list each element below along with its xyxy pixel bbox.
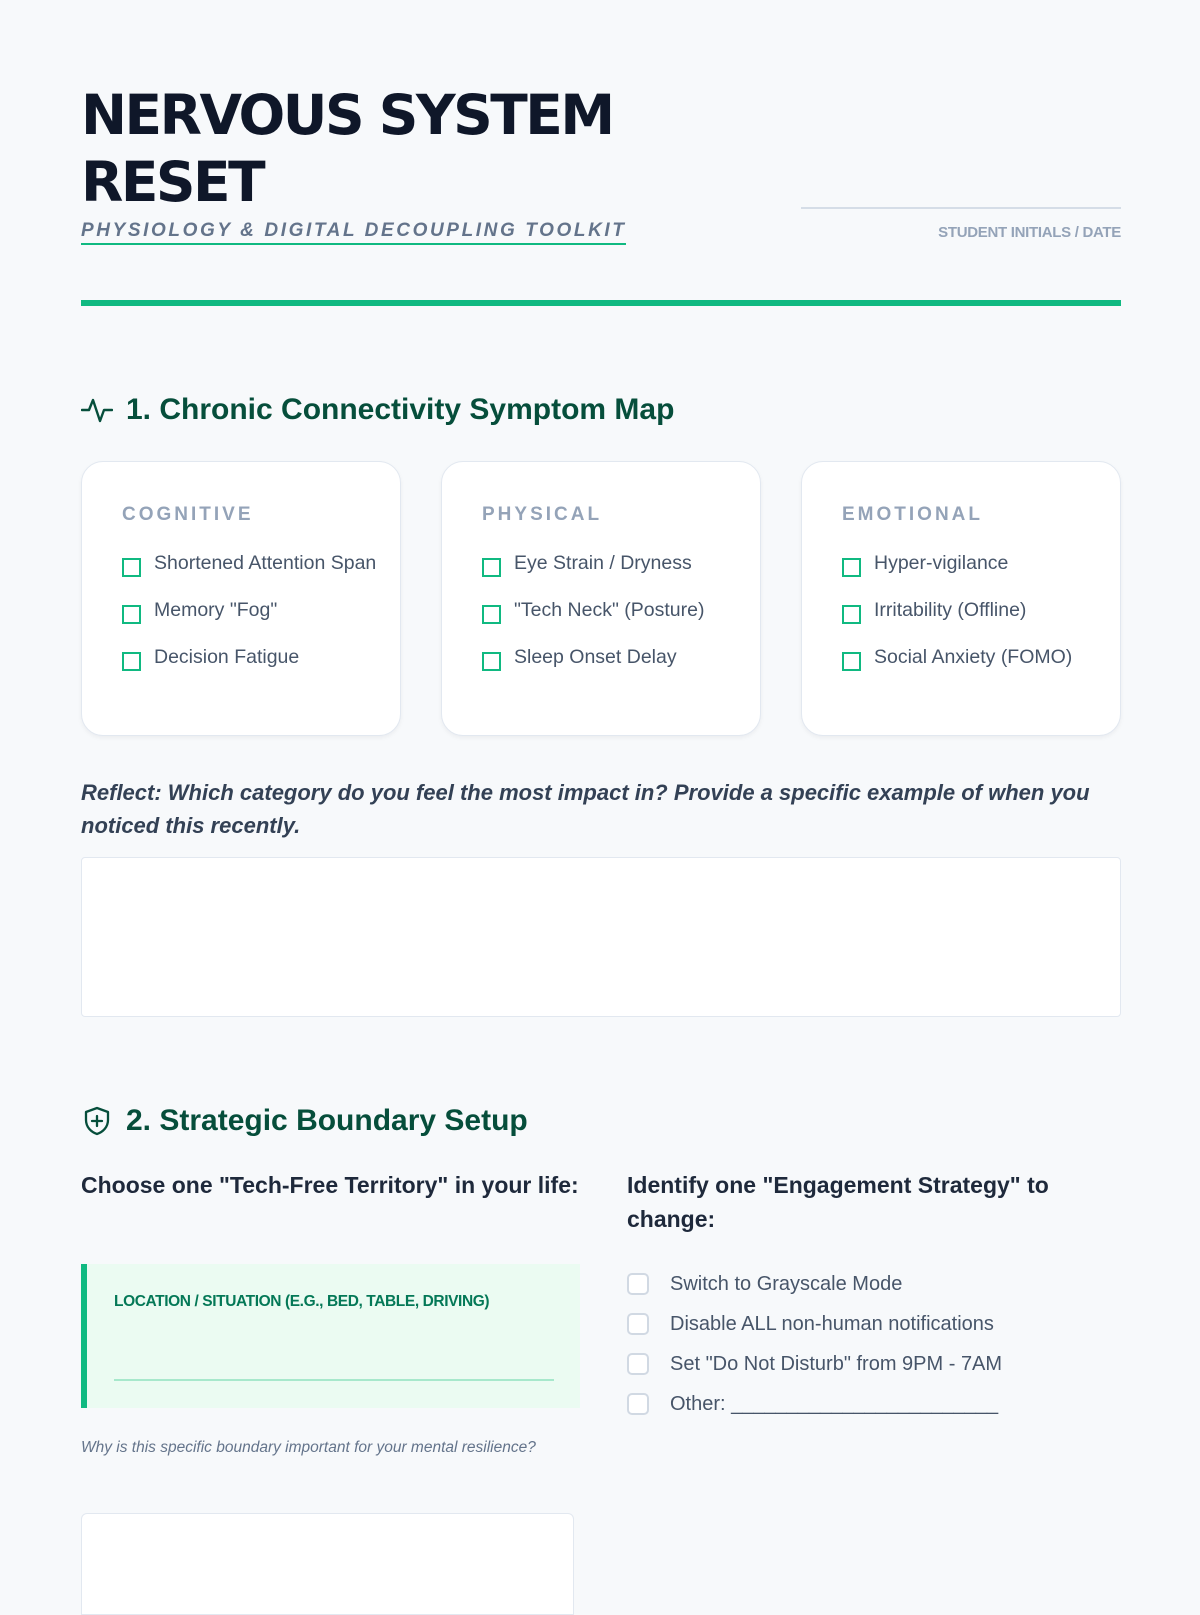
location-label: LOCATION / SITUATION (E.G., BED, TABLE, DRIVING) <box>114 1293 490 1310</box>
strategy-checkbox[interactable] <box>627 1353 649 1375</box>
symptom-item[interactable] <box>482 644 740 671</box>
symptom-checkbox[interactable] <box>482 558 501 577</box>
symptom-label: Eye Strain / Dryness <box>514 552 692 574</box>
symptom-checkbox[interactable] <box>842 605 861 624</box>
symptom-item[interactable] <box>482 597 740 624</box>
symptom-item[interactable] <box>842 644 1100 671</box>
page-title <box>81 82 781 216</box>
initials-date-field[interactable] <box>801 207 1121 209</box>
section-1-title: 1. Chronic Connectivity Symptom Map <box>126 393 675 426</box>
location-field[interactable] <box>81 1264 580 1408</box>
symptom-label: Memory "Fog" <box>154 599 278 621</box>
engagement-question: Identify one "Engagement Strategy" to change: <box>627 1172 1049 1232</box>
symptom-label: "Tech Neck" (Posture) <box>514 599 705 621</box>
section-1-heading <box>81 393 674 427</box>
symptom-item[interactable] <box>842 597 1100 624</box>
symptom-list <box>842 550 1100 691</box>
card-physical <box>441 461 761 736</box>
strategy-checkbox[interactable] <box>627 1393 649 1415</box>
symptom-label: Hyper-vigilance <box>874 552 1009 574</box>
symptom-checkbox[interactable] <box>482 605 501 624</box>
symptom-item[interactable] <box>842 550 1100 577</box>
symptom-label: Decision Fatigue <box>154 646 300 668</box>
title-line-1: NERVOUS SYSTEM <box>81 83 613 147</box>
strategy-list <box>627 1264 1002 1424</box>
shield-plus-icon <box>81 1105 113 1137</box>
symptom-label: Shortened Attention Span <box>154 552 377 574</box>
symptom-item[interactable] <box>122 550 380 577</box>
strategy-label: Disable ALL non-human notifications <box>670 1312 994 1335</box>
card-title: PHYSICAL <box>482 504 603 525</box>
card-emotional <box>801 461 1121 736</box>
card-cognitive <box>81 461 401 736</box>
symptom-item[interactable] <box>482 550 740 577</box>
strategy-checkbox[interactable] <box>627 1273 649 1295</box>
card-title: COGNITIVE <box>122 504 254 525</box>
symptom-checkbox[interactable] <box>842 652 861 671</box>
section-2-heading <box>81 1104 528 1138</box>
card-title: EMOTIONAL <box>842 504 983 525</box>
reflect-prompt: Reflect: Which category do you feel the most impact in? Provide a specific example of when you noticed this recently. <box>81 780 1090 838</box>
strategy-checkbox[interactable] <box>627 1313 649 1335</box>
symptom-checkbox[interactable] <box>122 558 141 577</box>
symptom-checkbox[interactable] <box>122 652 141 671</box>
strategy-label: Switch to Grayscale Mode <box>670 1272 903 1295</box>
symptom-item[interactable] <box>122 597 380 624</box>
tech-free-question: Choose one "Tech-Free Territory" in your life: <box>81 1172 579 1198</box>
section-2-title: 2. Strategic Boundary Setup <box>126 1104 528 1137</box>
symptom-cards <box>81 461 1121 736</box>
strategy-label: Other: ________________________ <box>670 1392 999 1415</box>
strategy-option[interactable] <box>627 1264 1002 1304</box>
location-input-line[interactable] <box>114 1379 554 1381</box>
why-prompt: Why is this specific boundary important for your mental resilience? <box>81 1439 536 1456</box>
title-line-2: RESET <box>81 150 264 214</box>
page-subtitle: PHYSIOLOGY & DIGITAL DECOUPLING TOOLKIT <box>81 220 626 245</box>
symptom-list <box>122 550 380 691</box>
symptom-checkbox[interactable] <box>842 558 861 577</box>
symptom-item[interactable] <box>122 644 380 671</box>
header-divider <box>81 300 1121 306</box>
strategy-option[interactable] <box>627 1304 1002 1344</box>
symptom-label: Irritability (Offline) <box>874 599 1027 621</box>
strategy-label: Set "Do Not Disturb" from 9PM - 7AM <box>670 1352 1003 1375</box>
symptom-label: Sleep Onset Delay <box>514 646 677 668</box>
strategy-option[interactable] <box>627 1384 1002 1424</box>
symptom-checkbox[interactable] <box>482 652 501 671</box>
symptom-checkbox[interactable] <box>122 605 141 624</box>
initials-date-label: STUDENT INITIALS / DATE <box>938 224 1121 241</box>
symptom-list <box>482 550 740 691</box>
reflect-answer-box[interactable] <box>81 857 1121 1017</box>
activity-pulse-icon <box>81 394 113 426</box>
symptom-label: Social Anxiety (FOMO) <box>874 646 1073 668</box>
strategy-option[interactable] <box>627 1344 1002 1384</box>
